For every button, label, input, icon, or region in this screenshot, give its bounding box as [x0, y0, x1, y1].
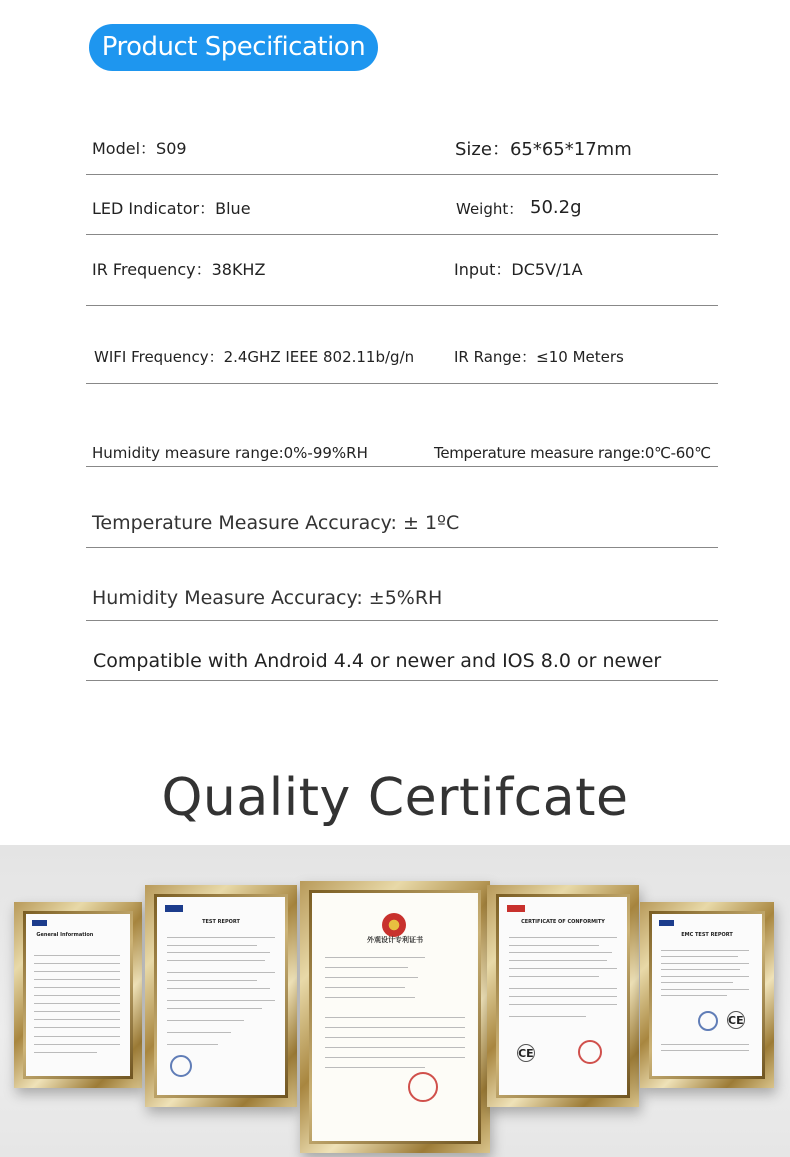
spec-size: Size：65*65*17mm — [455, 139, 632, 160]
seal-stamp — [170, 1055, 192, 1077]
certificate-title: EMC TEST REPORT — [681, 931, 733, 938]
seal-stamp — [698, 1011, 718, 1031]
divider — [86, 620, 718, 621]
spec-weight-label: Weight： — [456, 200, 524, 218]
spec-ir-range: IR Range：≤10 Meters — [454, 348, 624, 366]
section-title-badge: Product Specification — [89, 24, 378, 71]
certificate-title: TEST REPORT — [202, 918, 240, 925]
spec-led-indicator: LED Indicator：Blue — [92, 199, 251, 218]
certificate-frame — [300, 881, 490, 1153]
spec-ir-frequency: IR Frequency：38KHZ — [92, 260, 266, 279]
spec-humidity-accuracy: Humidity Measure Accuracy: ±5%RH — [92, 587, 443, 609]
national-emblem — [382, 913, 406, 937]
divider — [86, 305, 718, 306]
ce-mark-icon: CE — [517, 1044, 535, 1062]
certificate-title: General Information — [36, 931, 94, 938]
certificate-title: 外观设计专利证书 — [367, 936, 423, 945]
toby-logo — [165, 905, 183, 912]
spec-humidity-range: Humidity measure range:0%-99%RH — [92, 444, 368, 462]
toby-logo — [507, 905, 525, 912]
divider — [86, 680, 718, 681]
divider — [86, 547, 718, 548]
certificate-gallery — [0, 845, 790, 1157]
spec-wifi-frequency: WIFI Frequency：2.4GHZ IEEE 802.11b/g/n — [94, 348, 415, 366]
toby-logo — [32, 920, 47, 926]
spec-model: Model：S09 — [92, 139, 187, 158]
spec-input: Input：DC5V/1A — [454, 260, 583, 279]
certificate-title: CERTIFICATE OF CONFORMITY — [521, 918, 605, 925]
spec-compatibility: Compatible with Android 4.4 or newer and IOS 8.0 or newer — [93, 650, 662, 672]
certificate-section-title: Quality Certifcate — [161, 768, 629, 828]
toby-logo — [659, 920, 674, 926]
certificate-frame — [487, 885, 639, 1107]
spec-temperature-accuracy: Temperature Measure Accuracy: ± 1ºC — [92, 512, 460, 534]
seal-stamp — [578, 1040, 602, 1064]
ce-mark-icon: CE — [727, 1011, 745, 1029]
spec-temperature-range: Temperature measure range:0℃-60℃ — [434, 444, 711, 462]
divider — [86, 174, 718, 175]
seal-stamp — [408, 1072, 438, 1102]
spec-weight-value: 50.2g — [530, 197, 582, 218]
divider — [86, 383, 718, 384]
divider — [86, 466, 718, 467]
divider — [86, 234, 718, 235]
certificate-frame — [640, 902, 774, 1088]
certificate-frame — [14, 902, 142, 1088]
certificate-frame — [145, 885, 297, 1107]
